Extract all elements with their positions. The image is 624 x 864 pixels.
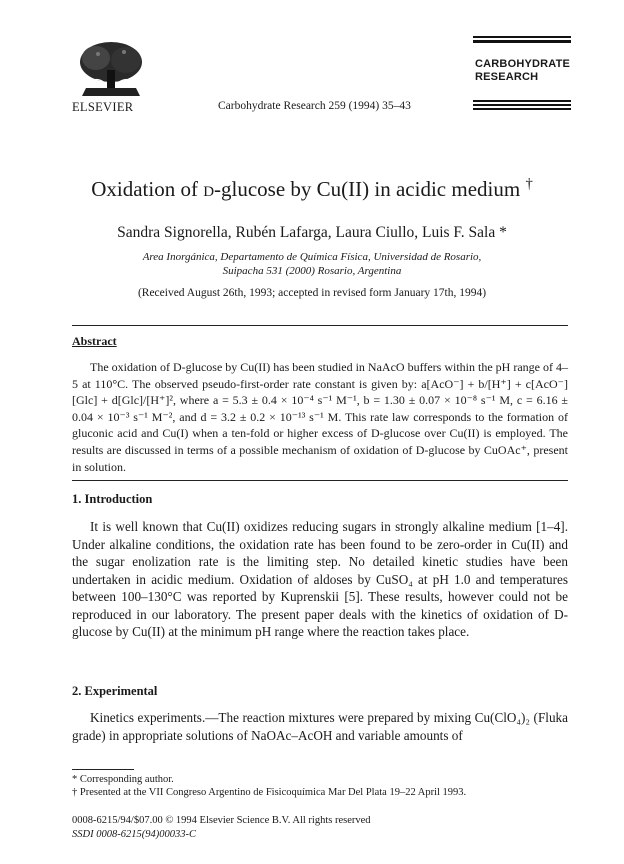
article-title: Oxidation of d-glucose by Cu(II) in acidic medium †: [91, 176, 533, 201]
journal-brand: [475, 58, 570, 84]
introduction-paragraph: It is well known that Cu(II) oxidizes reducing sugars in strongly alkaline medium [1–4]. Under alkaline conditions, the oxidation rate has been found to be zero-order in Cu(II) and the sugar enolization rate is the limiting step. No detailed kinetic studies have been undertaken in acidic medium. Oxidation of aldoses by CuSO₄ at pH 1.0 and temperatures between 100–130°C was reported by Kuprenskii [5]. These results, however could not be reproduced in our laboratory. The present paper deals with the kinetics of oxidation of D-glucose by Cu(II) at the minimum pH range where the reaction takes place.: [72, 519, 568, 639]
affiliation-line1: Area Inorgánica, Departamento de Química Física, Universidad de Rosario,: [142, 251, 482, 263]
received-dates: (Received August 26th, 1993; accepted in revised form January 17th, 1994): [137, 287, 487, 299]
journal-brand-rules-bottom: [473, 100, 571, 112]
abstract-text: The oxidation of D-glucose by Cu(II) has been studied in NaAcO buffers within the pH range of 4–5 at 110°C. The observed pseudo-first-order rate constant is given by: a[AcO⁻] + b/[H⁺] + c[AcO⁻][Glc] + d[Glc]/[H⁺]², where a = 5.3 ± 0.4 × 10⁻⁴ s⁻¹ M⁻¹, b = 1.30 ± 0.07 × 10⁻⁸ s⁻¹ M, c = 6.16 ± 0.04 × 10⁻³ s⁻¹ M⁻², and d = 3.2 ± 0.2 × 10⁻¹³ s⁻¹ M. This rate law corresponds to the formation of gluconic acid and Cu(I) when a ten-fold or higher excess of D-glucose over Cu(II) is employed. The results are discussed in terms of a possible mechanism of oxidation of D-glucose by CuOAc⁺, present in solution.: [72, 360, 568, 474]
abstract-body: [72, 359, 568, 475]
publisher-name: ELSEVIER: [72, 100, 134, 114]
footnote-rule: [72, 769, 134, 770]
copyright-line: 0008-6215/94/$07.00 © 1994 Elsevier Science B.V. All rights reserved: [72, 815, 371, 826]
footnote-corresponding: * Corresponding author.: [72, 774, 174, 785]
abstract-heading: Abstract: [72, 334, 117, 348]
section-heading-experimental: 2. Experimental: [72, 684, 158, 698]
footnote-presented: † Presented at the VII Congreso Argentino de Fisicoquímica Mar Del Plata 19–22 April 1993.: [72, 787, 467, 798]
journal-citation: Carbohydrate Research 259 (1994) 35–43: [218, 100, 411, 112]
copyright-block: [72, 814, 371, 842]
affiliation: [0, 250, 624, 278]
section-heading-introduction: 1. Introduction: [72, 492, 153, 506]
author-list: Sandra Signorella, Rubén Lafarga, Laura Ciullo, Luis F. Sala *: [117, 224, 507, 241]
ssdi-line: SSDI 0008-6215(94)00033-C: [72, 829, 196, 840]
journal-brand-rules-top: [473, 36, 571, 45]
elsevier-tree-logo: [76, 40, 146, 102]
section-body-introduction: [72, 518, 568, 641]
journal-brand-line1: CARBOHYDRATE: [475, 58, 571, 70]
affiliation-line2: Suipacha 531 (2000) Rosario, Argentina: [222, 265, 402, 277]
title-footnote-mark: †: [525, 176, 533, 192]
section-body-experimental: [72, 709, 568, 744]
experimental-paragraph: Kinetics experiments.—The reaction mixtures were prepared by mixing Cu(ClO₄)₂ (Fluka grade) in appropriate solutions of NaOAc–AcOH and variable amounts of: [72, 710, 568, 743]
abstract-bottom-rule: [72, 480, 568, 481]
journal-brand-line2: RESEARCH: [475, 71, 539, 83]
abstract-top-rule: [72, 325, 568, 326]
